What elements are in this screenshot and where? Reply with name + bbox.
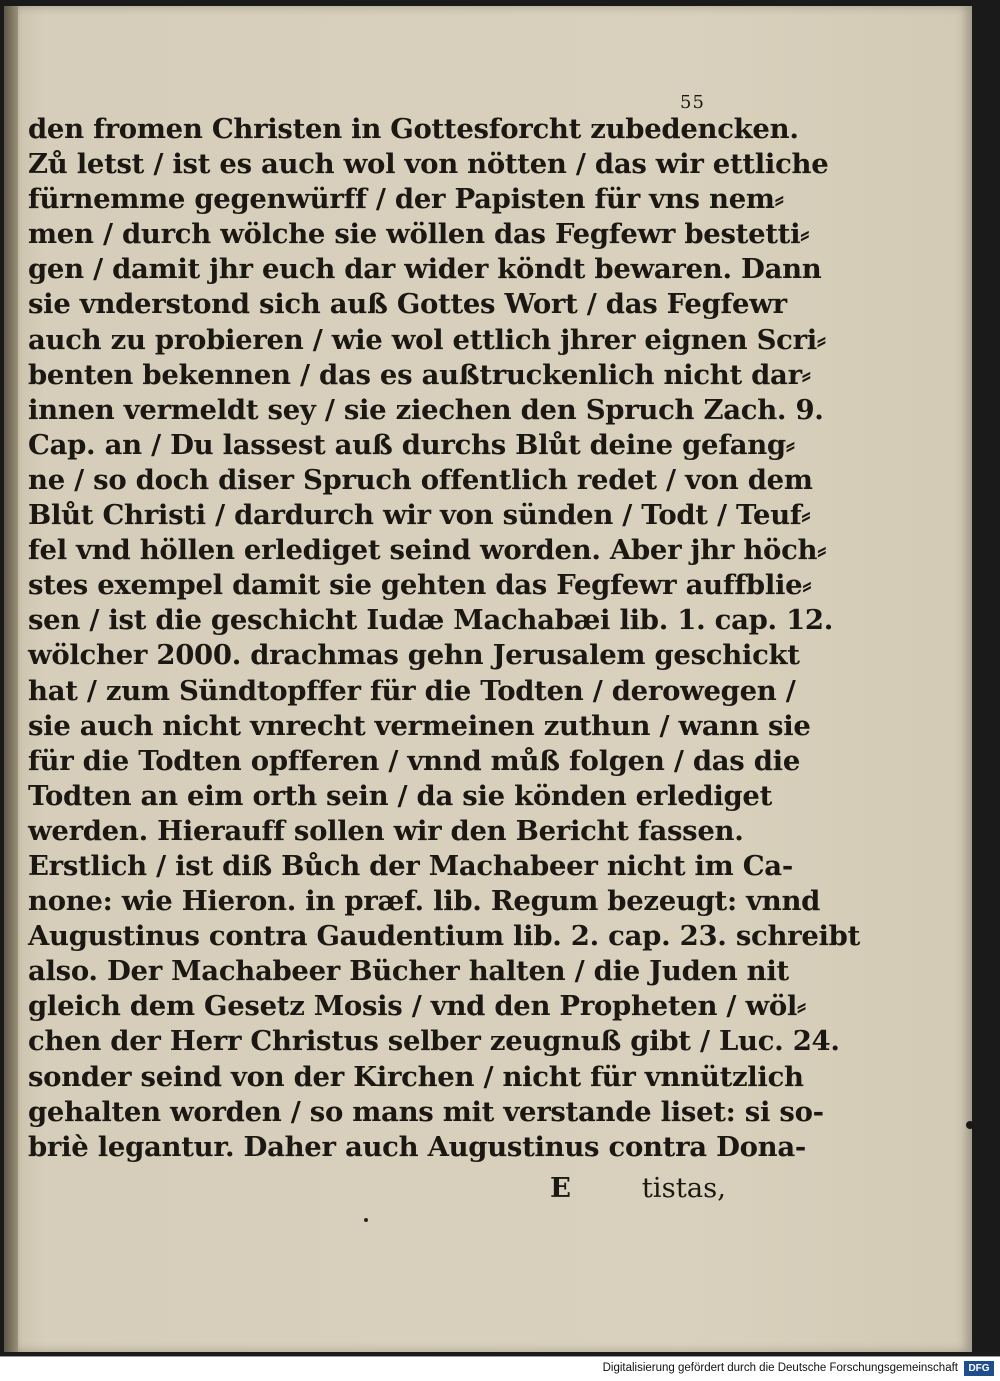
funding-credit: Digitalisierung gefördert durch die Deutsche Forschungsgemeinschaft	[602, 1362, 958, 1374]
text-line: den fromen Christen in Gottesforcht zubedencken.	[28, 113, 799, 145]
text-line: fürnemme gegenwürff / der Papisten für vns nem⸗	[28, 183, 784, 216]
text-line: Cap. an / Du lassest auß durchs Blůt deine gefang⸗	[28, 428, 795, 461]
text-line: sie auch nicht vnrecht vermeinen zuthun / wann sie	[28, 709, 811, 742]
text-line: sie vnderstond sich auß Gottes Wort / das Fegfewr	[28, 288, 787, 321]
text-line: wölcher 2000. drachmas gehn Jerusalem geschickt	[28, 639, 800, 672]
text-line: Blůt Christi / dardurch wir von sünden / Todt / Teuf⸗	[28, 499, 811, 532]
text-line: sonder seind von der Kirchen / nicht für vnnützlich	[28, 1060, 804, 1093]
text-line: benten bekennen / das es außtruckenlich nicht dar⸗	[28, 358, 811, 391]
text-line: auch zu probieren / wie wol ettlich jhrer eignen Scri⸗	[28, 323, 826, 356]
page-number: 55	[680, 92, 705, 113]
text-line: fel vnd höllen erlediget seind worden. Aber jhr höch⸗	[28, 534, 827, 567]
text-line: hat / zum Sündtopffer für die Todten / derowegen /	[28, 674, 796, 707]
signature-mark: E	[550, 1172, 571, 1204]
text-line: gehalten worden / so mans mit verstande liset: si so-	[28, 1095, 824, 1128]
text-line: men / durch wölche sie wöllen das Fegfewr bestetti⸗	[28, 218, 810, 251]
body-text	[28, 112, 861, 1165]
text-line: innen vermeldt sey / sie ziechen den Spruch Zach. 9.	[28, 393, 824, 426]
text-line: stes exempel damit sie gehten das Fegfewr auffblie⸗	[28, 569, 812, 602]
text-line: none: wie Hieron. in præf. lib. Regum bezeugt: vnnd	[28, 885, 821, 918]
dfg-logo: DFG	[964, 1361, 994, 1376]
text-line: werden. Hierauff sollen wir den Bericht fassen.	[28, 814, 744, 847]
ink-speck	[364, 1218, 368, 1222]
text-line: chen der Herr Christus selber zeugnuß gibt / Luc. 24.	[28, 1025, 840, 1058]
text-line: ne / so doch diser Spruch offentlich redet / von dem	[28, 463, 813, 496]
text-line: Erstlich / ist diß Bůch der Machabeer nicht im Ca-	[28, 849, 793, 882]
text-line: gleich dem Gesetz Mosis / vnd den Propheten / wöl⸗	[28, 990, 806, 1023]
text-line: Augustinus contra Gaudentium lib. 2. cap. 23. schreibt	[28, 920, 861, 953]
text-line: Todten an eim orth sein / da sie könden erlediget	[28, 779, 772, 812]
catchword: tistas,	[641, 1172, 726, 1204]
text-line: sen / ist die geschicht Iudæ Machabæi lib. 1. cap. 12.	[28, 604, 834, 637]
text-line: briè legantur. Daher auch Augustinus contra Dona-	[28, 1130, 806, 1163]
edge-mark	[966, 1121, 974, 1129]
text-line: also. Der Machabeer Bücher halten / die Juden nit	[28, 955, 789, 988]
footer-bar	[0, 1356, 1000, 1381]
text-line: für die Todten opfferen / vnnd můß folgen / das die	[28, 744, 801, 777]
text-line: gen / damit jhr euch dar wider köndt bewaren. Dann	[28, 253, 822, 286]
page-gutter	[4, 6, 18, 1352]
text-line: Zů letst / ist es auch wol von nötten / das wir ettliche	[28, 148, 829, 181]
